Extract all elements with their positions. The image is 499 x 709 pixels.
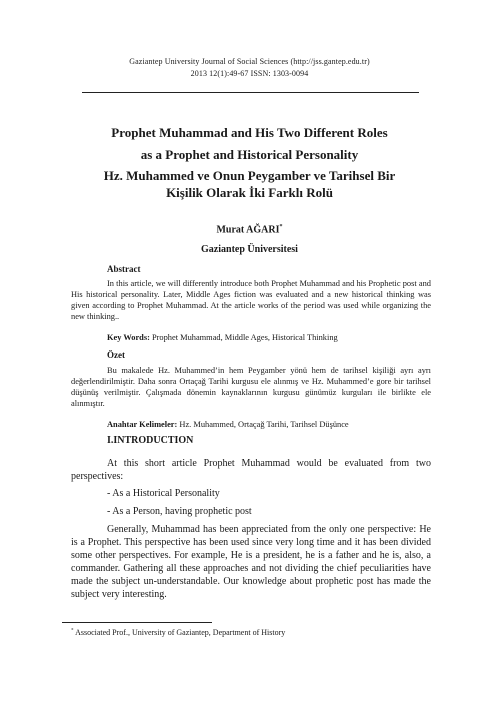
title-en-line1: Prophet Muhammad and His Two Different Roles — [111, 125, 388, 140]
abstract-keywords-text: Prophet Muhammad, Middle Ages, Historical Thinking — [151, 333, 338, 342]
footnote-text: Associated Prof., University of Gaziantep, Department of History — [75, 628, 286, 637]
intro-bullet-1: - As a Historical Personality — [107, 488, 220, 499]
ozet-keywords-label: Anahtar Kelimeler: — [107, 420, 178, 429]
header-rule — [82, 92, 419, 93]
title-tr-line2: Kişilik Olarak İki Farklı Rolü — [166, 185, 333, 200]
ozet-keywords — [107, 419, 431, 430]
title-en-line2: as a Prophet and Historical Personality — [140, 147, 359, 162]
footnote-rule — [62, 622, 212, 623]
footnote-marker: * — [71, 628, 74, 634]
ozet-keywords-text: Hz. Muhammed, Ortaçağ Tarihi, Tarihsel Düşünce — [179, 420, 349, 429]
ozet-text: Bu makalede Hz. Muhammed’in hem Peygamber yönü hem de tarihsel kişiliği ayrı ayrı değerlendirilmiştir. Daha sonra Ortaçağ Tarihi kurgusu ele alınmış ve Hz. Muhammed’e gore bir tarihsel düşünüş verilmiştir. Çalışmada dönemin kaynaklarının kurgusu günümüz kurguları ile birlikte ele alınmıştır. — [71, 366, 431, 408]
intro-paragraph-2: Generally, Muhammad has been appreciated from the only one perspective: He is a Prophet. This perspective has been used since very long time and it has been divided some other perspectives. For example, He is a president, he is a father and he is, also, a commander. Gathering all these approaches and not dividing the chief peculiarities have made the subject un-understandable. Our knowledge about prophetic post has made the subject very interesting. — [71, 524, 431, 600]
abstract-keywords — [107, 332, 431, 343]
issue-line: 2013 12(1):49-67 ISSN: 1303-0094 — [190, 69, 309, 78]
abstract-keywords-label: Key Words: — [107, 333, 150, 342]
ozet-heading: Özet — [107, 350, 125, 360]
title-tr-line1: Hz. Muhammed ve Onun Peygamber ve Tarihsel Bir — [103, 168, 396, 183]
author-name-text: Murat AĞARI — [216, 224, 280, 236]
abstract-heading: Abstract — [107, 264, 141, 274]
intro-bullet-2: - As a Person, having prophetic post — [107, 506, 252, 517]
author-affiliation: Gaziantep Üniversitesi — [201, 244, 298, 255]
abstract-text: In this article, we will differently introduce both Prophet Muhammad and his Prophetic post and His historical personality. Later, Middle Ages fiction was evaluated and a new historical thinking was given according to Prophet Muhammad. At the article works of the period was used while organizing the new thinking.. — [71, 279, 431, 321]
footnote — [71, 628, 285, 637]
author-name — [0, 224, 499, 235]
intro-paragraph-1: At this short article Prophet Muhammad would be evaluated from two perspectives: — [71, 458, 431, 482]
author-footnote-marker: * — [279, 224, 283, 230]
journal-line: Gaziantep University Journal of Social Sciences (http://jss.gantep.edu.tr) — [129, 57, 370, 66]
introduction-heading: I.INTRODUCTION — [107, 435, 194, 446]
